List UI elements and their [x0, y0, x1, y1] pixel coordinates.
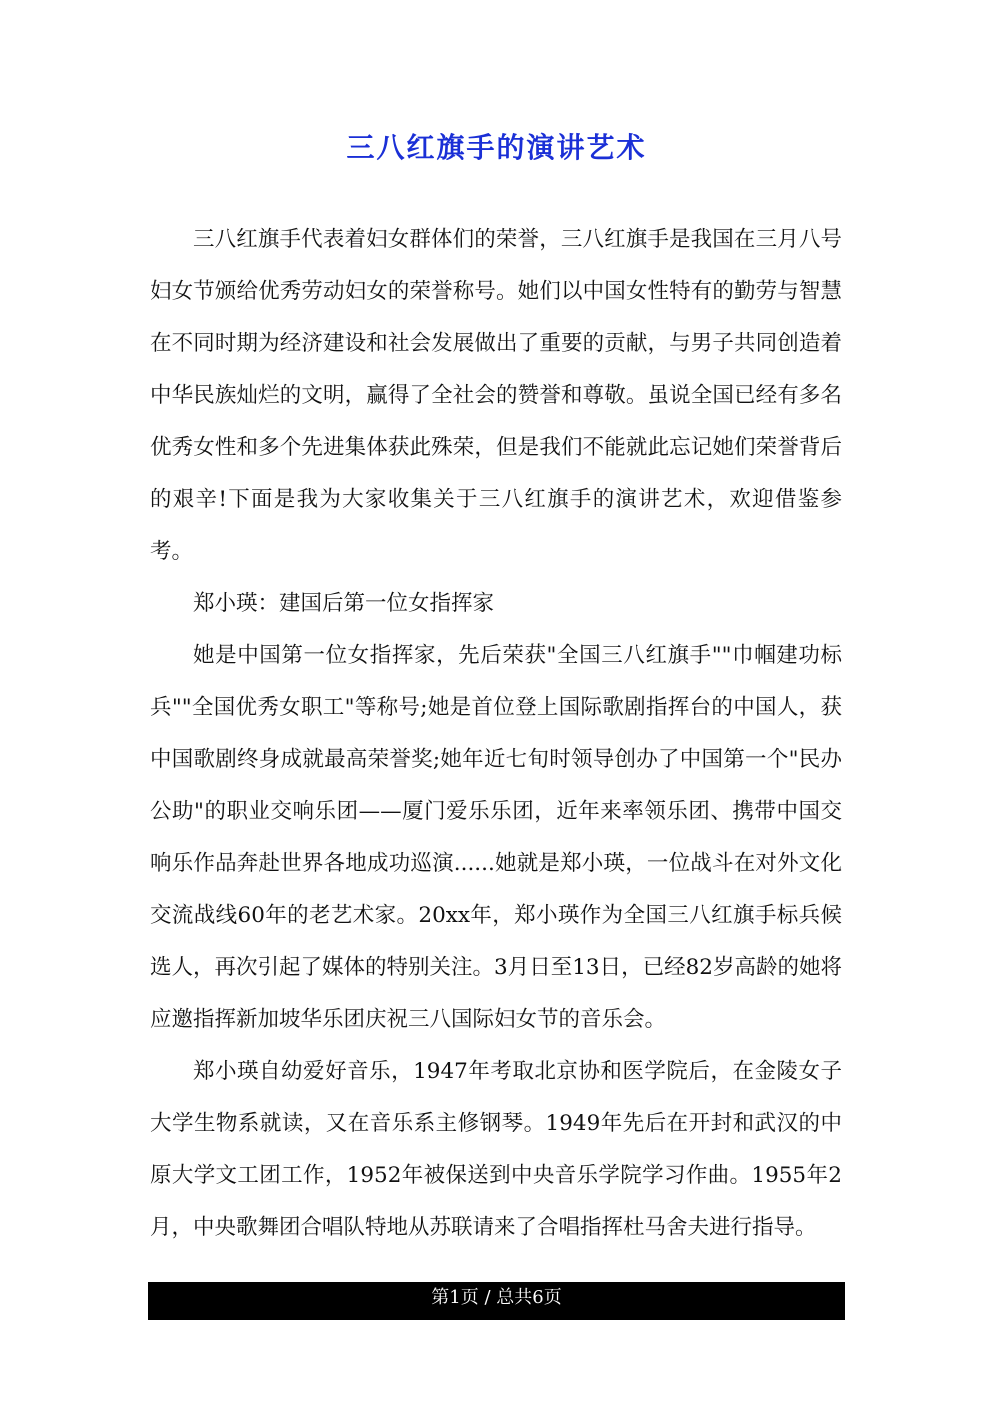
page-footer: [148, 1282, 845, 1320]
paragraph-early-life: 郑小瑛自幼爱好音乐，1947年考取北京协和医学院后，在金陵女子大学生物系就读，又在音乐系主修钢琴。1949年先后在开封和武汉的中原大学文工团工作，1952年被保送到中央音乐学院学习作曲。1955年2月，中央歌舞团合唱队特地从苏联请来了合唱指挥杜马舍夫进行指导。: [150, 1059, 842, 1240]
document-body: [150, 214, 842, 1254]
page-number-label: 第1页 / 总共6页: [431, 1287, 562, 1308]
paragraph-intro: 三八红旗手代表着妇女群体们的荣誉，三八红旗手是我国在三月八号妇女节颁给优秀劳动妇女的荣誉称号。她们以中国女性特有的勤劳与智慧在不同时期为经济建设和社会发展做出了重要的贡献，与男子共同创造着中华民族灿烂的文明，赢得了全社会的赞誉和尊敬。虽说全国已经有多名优秀女性和多个先进集体获此殊荣，但是我们不能就此忘记她们荣誉背后的艰辛!下面是我为大家收集关于三八红旗手的演讲艺术，欢迎借鉴参考。: [150, 227, 842, 564]
paragraph-subheading: 郑小瑛：建国后第一位女指挥家: [193, 591, 495, 616]
document-title: 三八红旗手的演讲艺术: [346, 131, 647, 164]
paragraph-biography: 她是中国第一位女指挥家，先后荣获"全国三八红旗手""巾帼建功标兵""全国优秀女职工"等称号;她是首位登上国际歌剧指挥台的中国人，获中国歌剧终身成就最高荣誉奖;她年近七旬时领导创办了中国第一个"民办公助"的职业交响乐团——厦门爱乐乐团，近年来率领乐团、携带中国交响乐作品奔赴世界各地成功巡演......她就是郑小瑛，一位战斗在对外文化交流战线60年的老艺术家。20xx年，郑小瑛作为全国三八红旗手标兵候选人，再次引起了媒体的特别关注。3月日至13日，已经82岁高龄的她将应邀指挥新加坡华乐团庆祝三八国际妇女节的音乐会。: [150, 643, 842, 1032]
